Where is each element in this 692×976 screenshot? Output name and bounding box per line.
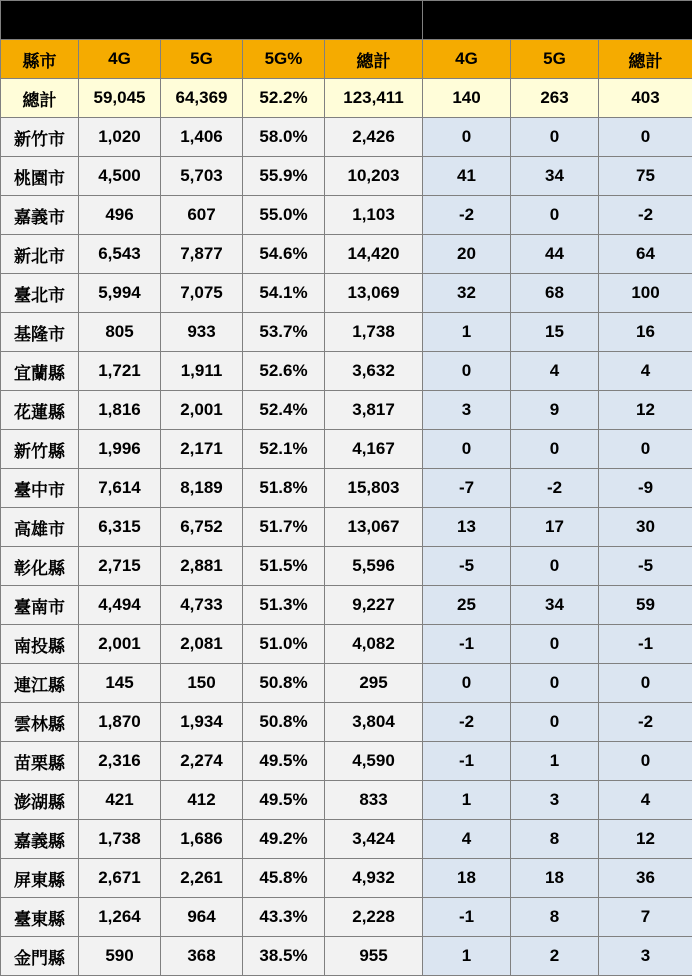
table-row <box>1 937 692 976</box>
row-5g: 2,081 <box>161 625 243 664</box>
row-total: 1,738 <box>325 313 423 352</box>
row-5g: 1,406 <box>161 118 243 157</box>
row-city: 桃園市 <box>1 157 79 196</box>
table-row <box>1 625 692 664</box>
row-diff-5g: 0 <box>511 664 599 703</box>
row-diff-4g: 18 <box>423 859 511 898</box>
header-diff-5g: 5G <box>511 40 599 79</box>
total-row-label: 總計 <box>1 79 79 118</box>
row-5g-percent: 53.7% <box>243 313 325 352</box>
row-4g: 1,721 <box>79 352 161 391</box>
header-4g: 4G <box>79 40 161 79</box>
table-row <box>1 820 692 859</box>
row-total: 4,167 <box>325 430 423 469</box>
row-diff-total: -1 <box>599 625 692 664</box>
row-5g-percent: 55.9% <box>243 157 325 196</box>
row-diff-5g: 8 <box>511 820 599 859</box>
row-city: 臺北市 <box>1 274 79 313</box>
row-city: 臺南市 <box>1 586 79 625</box>
row-diff-4g: 4 <box>423 820 511 859</box>
row-diff-total: -2 <box>599 196 692 235</box>
row-5g-percent: 52.4% <box>243 391 325 430</box>
row-4g: 4,500 <box>79 157 161 196</box>
row-diff-total: 12 <box>599 391 692 430</box>
row-5g: 2,881 <box>161 547 243 586</box>
row-4g: 4,494 <box>79 586 161 625</box>
row-5g-percent: 49.5% <box>243 742 325 781</box>
row-diff-5g: 17 <box>511 508 599 547</box>
row-5g-percent: 52.1% <box>243 430 325 469</box>
row-diff-5g: 68 <box>511 274 599 313</box>
row-5g: 6,752 <box>161 508 243 547</box>
row-total: 3,632 <box>325 352 423 391</box>
table-row <box>1 898 692 937</box>
row-diff-total: 100 <box>599 274 692 313</box>
row-diff-total: 12 <box>599 820 692 859</box>
row-diff-4g: 41 <box>423 157 511 196</box>
total-row-5g-percent: 52.2% <box>243 79 325 118</box>
row-city: 新北市 <box>1 235 79 274</box>
row-diff-total: 0 <box>599 742 692 781</box>
table-title-right: Y2601 VS Y2512 <box>423 1 692 40</box>
row-total: 15,803 <box>325 469 423 508</box>
row-5g: 7,877 <box>161 235 243 274</box>
table-row <box>1 118 692 157</box>
row-4g: 5,994 <box>79 274 161 313</box>
row-diff-4g: 13 <box>423 508 511 547</box>
row-diff-4g: 0 <box>423 118 511 157</box>
row-total: 833 <box>325 781 423 820</box>
row-4g: 496 <box>79 196 161 235</box>
row-city: 嘉義市 <box>1 196 79 235</box>
header-city: 縣市 <box>1 40 79 79</box>
row-city: 基隆市 <box>1 313 79 352</box>
row-total: 3,424 <box>325 820 423 859</box>
table-row <box>1 430 692 469</box>
row-diff-5g: 0 <box>511 625 599 664</box>
row-5g: 2,261 <box>161 859 243 898</box>
table-row <box>1 352 692 391</box>
row-city: 新竹市 <box>1 118 79 157</box>
row-5g-percent: 54.6% <box>243 235 325 274</box>
row-city: 臺中市 <box>1 469 79 508</box>
row-4g: 6,543 <box>79 235 161 274</box>
row-total: 9,227 <box>325 586 423 625</box>
row-4g: 2,671 <box>79 859 161 898</box>
row-5g: 8,189 <box>161 469 243 508</box>
row-diff-4g: 1 <box>423 781 511 820</box>
row-5g: 1,686 <box>161 820 243 859</box>
row-diff-4g: 20 <box>423 235 511 274</box>
row-5g-percent: 52.6% <box>243 352 325 391</box>
table-body <box>1 118 692 976</box>
row-diff-4g: 25 <box>423 586 511 625</box>
row-diff-5g: 0 <box>511 118 599 157</box>
row-city: 屏東縣 <box>1 859 79 898</box>
row-4g: 2,316 <box>79 742 161 781</box>
row-5g-percent: 54.1% <box>243 274 325 313</box>
row-city: 宜蘭縣 <box>1 352 79 391</box>
row-5g-percent: 50.8% <box>243 664 325 703</box>
row-4g: 1,996 <box>79 430 161 469</box>
row-diff-total: 59 <box>599 586 692 625</box>
row-4g: 1,264 <box>79 898 161 937</box>
row-total: 5,596 <box>325 547 423 586</box>
row-diff-5g: 34 <box>511 157 599 196</box>
row-diff-5g: 0 <box>511 196 599 235</box>
table-row <box>1 586 692 625</box>
row-diff-4g: 0 <box>423 430 511 469</box>
header-total: 總計 <box>325 40 423 79</box>
table-title-left: Y2601台灣基地台執照數 <box>1 1 423 40</box>
title-row <box>1 1 692 40</box>
row-4g: 6,315 <box>79 508 161 547</box>
row-total: 2,426 <box>325 118 423 157</box>
row-4g: 590 <box>79 937 161 976</box>
row-city: 新竹縣 <box>1 430 79 469</box>
row-city: 連江縣 <box>1 664 79 703</box>
table-row <box>1 664 692 703</box>
row-diff-total: 0 <box>599 118 692 157</box>
total-row-5g: 64,369 <box>161 79 243 118</box>
row-diff-total: 4 <box>599 352 692 391</box>
row-diff-5g: 8 <box>511 898 599 937</box>
row-4g: 2,001 <box>79 625 161 664</box>
row-diff-4g: -2 <box>423 196 511 235</box>
total-row-diff-total: 403 <box>599 79 692 118</box>
row-diff-total: 4 <box>599 781 692 820</box>
row-5g: 1,934 <box>161 703 243 742</box>
row-5g: 2,274 <box>161 742 243 781</box>
row-diff-5g: 34 <box>511 586 599 625</box>
row-diff-4g: 3 <box>423 391 511 430</box>
row-diff-4g: -1 <box>423 625 511 664</box>
header-5g-percent: 5G% <box>243 40 325 79</box>
row-city: 金門縣 <box>1 937 79 976</box>
table-row <box>1 742 692 781</box>
row-city: 高雄市 <box>1 508 79 547</box>
row-5g: 2,171 <box>161 430 243 469</box>
table-row <box>1 313 692 352</box>
row-total: 4,590 <box>325 742 423 781</box>
row-5g: 607 <box>161 196 243 235</box>
row-diff-total: -9 <box>599 469 692 508</box>
header-diff-total: 總計 <box>599 40 692 79</box>
row-diff-5g: 4 <box>511 352 599 391</box>
row-diff-4g: 1 <box>423 937 511 976</box>
row-diff-5g: 18 <box>511 859 599 898</box>
row-5g-percent: 49.2% <box>243 820 325 859</box>
row-diff-4g: -5 <box>423 547 511 586</box>
table-row <box>1 547 692 586</box>
row-diff-5g: 0 <box>511 547 599 586</box>
row-total: 3,817 <box>325 391 423 430</box>
row-5g-percent: 51.0% <box>243 625 325 664</box>
row-city: 臺東縣 <box>1 898 79 937</box>
row-diff-5g: 15 <box>511 313 599 352</box>
header-row <box>1 40 692 79</box>
row-5g: 368 <box>161 937 243 976</box>
table-row <box>1 508 692 547</box>
row-diff-5g: 44 <box>511 235 599 274</box>
row-total: 13,069 <box>325 274 423 313</box>
row-diff-4g: 1 <box>423 313 511 352</box>
row-5g: 1,911 <box>161 352 243 391</box>
row-city: 雲林縣 <box>1 703 79 742</box>
row-diff-total: 30 <box>599 508 692 547</box>
row-city: 南投縣 <box>1 625 79 664</box>
row-diff-5g: 9 <box>511 391 599 430</box>
row-city: 花蓮縣 <box>1 391 79 430</box>
row-diff-4g: -1 <box>423 898 511 937</box>
row-5g-percent: 51.7% <box>243 508 325 547</box>
row-5g: 4,733 <box>161 586 243 625</box>
row-total: 10,203 <box>325 157 423 196</box>
total-row <box>1 79 692 118</box>
table-row <box>1 235 692 274</box>
total-row-total: 123,411 <box>325 79 423 118</box>
row-total: 4,082 <box>325 625 423 664</box>
row-5g-percent: 43.3% <box>243 898 325 937</box>
row-total: 4,932 <box>325 859 423 898</box>
row-5g-percent: 38.5% <box>243 937 325 976</box>
row-4g: 1,816 <box>79 391 161 430</box>
row-diff-5g: 0 <box>511 703 599 742</box>
row-5g-percent: 50.8% <box>243 703 325 742</box>
header-diff-4g: 4G <box>423 40 511 79</box>
row-diff-4g: -2 <box>423 703 511 742</box>
row-5g: 964 <box>161 898 243 937</box>
row-5g-percent: 58.0% <box>243 118 325 157</box>
table-row <box>1 469 692 508</box>
row-diff-total: 16 <box>599 313 692 352</box>
row-total: 2,228 <box>325 898 423 937</box>
row-5g-percent: 45.8% <box>243 859 325 898</box>
total-row-4g: 59,045 <box>79 79 161 118</box>
row-city: 澎湖縣 <box>1 781 79 820</box>
row-4g: 1,020 <box>79 118 161 157</box>
row-diff-total: 75 <box>599 157 692 196</box>
row-total: 3,804 <box>325 703 423 742</box>
row-diff-total: 0 <box>599 664 692 703</box>
row-diff-5g: 3 <box>511 781 599 820</box>
table-row <box>1 196 692 235</box>
header-5g: 5G <box>161 40 243 79</box>
row-diff-5g: 0 <box>511 430 599 469</box>
row-5g: 933 <box>161 313 243 352</box>
total-row-diff-4g: 140 <box>423 79 511 118</box>
row-5g: 150 <box>161 664 243 703</box>
row-diff-4g: 0 <box>423 352 511 391</box>
row-5g-percent: 51.5% <box>243 547 325 586</box>
row-diff-total: -2 <box>599 703 692 742</box>
table-row <box>1 391 692 430</box>
row-4g: 1,738 <box>79 820 161 859</box>
table-row <box>1 781 692 820</box>
row-5g: 7,075 <box>161 274 243 313</box>
row-total: 13,067 <box>325 508 423 547</box>
row-city: 彰化縣 <box>1 547 79 586</box>
row-diff-total: -5 <box>599 547 692 586</box>
row-4g: 805 <box>79 313 161 352</box>
row-total: 1,103 <box>325 196 423 235</box>
table-row <box>1 157 692 196</box>
row-diff-total: 7 <box>599 898 692 937</box>
row-diff-total: 64 <box>599 235 692 274</box>
row-4g: 2,715 <box>79 547 161 586</box>
table-row <box>1 859 692 898</box>
row-5g: 412 <box>161 781 243 820</box>
row-diff-total: 3 <box>599 937 692 976</box>
row-diff-5g: 2 <box>511 937 599 976</box>
row-diff-4g: -1 <box>423 742 511 781</box>
row-diff-5g: 1 <box>511 742 599 781</box>
row-5g: 5,703 <box>161 157 243 196</box>
table-row <box>1 703 692 742</box>
row-diff-4g: -7 <box>423 469 511 508</box>
row-5g-percent: 51.3% <box>243 586 325 625</box>
row-diff-5g: -2 <box>511 469 599 508</box>
row-diff-total: 0 <box>599 430 692 469</box>
row-5g-percent: 49.5% <box>243 781 325 820</box>
row-5g: 2,001 <box>161 391 243 430</box>
row-diff-4g: 0 <box>423 664 511 703</box>
row-4g: 421 <box>79 781 161 820</box>
row-4g: 1,870 <box>79 703 161 742</box>
row-city: 苗栗縣 <box>1 742 79 781</box>
row-total: 955 <box>325 937 423 976</box>
row-diff-4g: 32 <box>423 274 511 313</box>
row-diff-total: 36 <box>599 859 692 898</box>
row-total: 295 <box>325 664 423 703</box>
row-city: 嘉義縣 <box>1 820 79 859</box>
table-row <box>1 274 692 313</box>
row-5g-percent: 51.8% <box>243 469 325 508</box>
row-total: 14,420 <box>325 235 423 274</box>
total-row-diff-5g: 263 <box>511 79 599 118</box>
row-4g: 7,614 <box>79 469 161 508</box>
row-5g-percent: 55.0% <box>243 196 325 235</box>
row-4g: 145 <box>79 664 161 703</box>
